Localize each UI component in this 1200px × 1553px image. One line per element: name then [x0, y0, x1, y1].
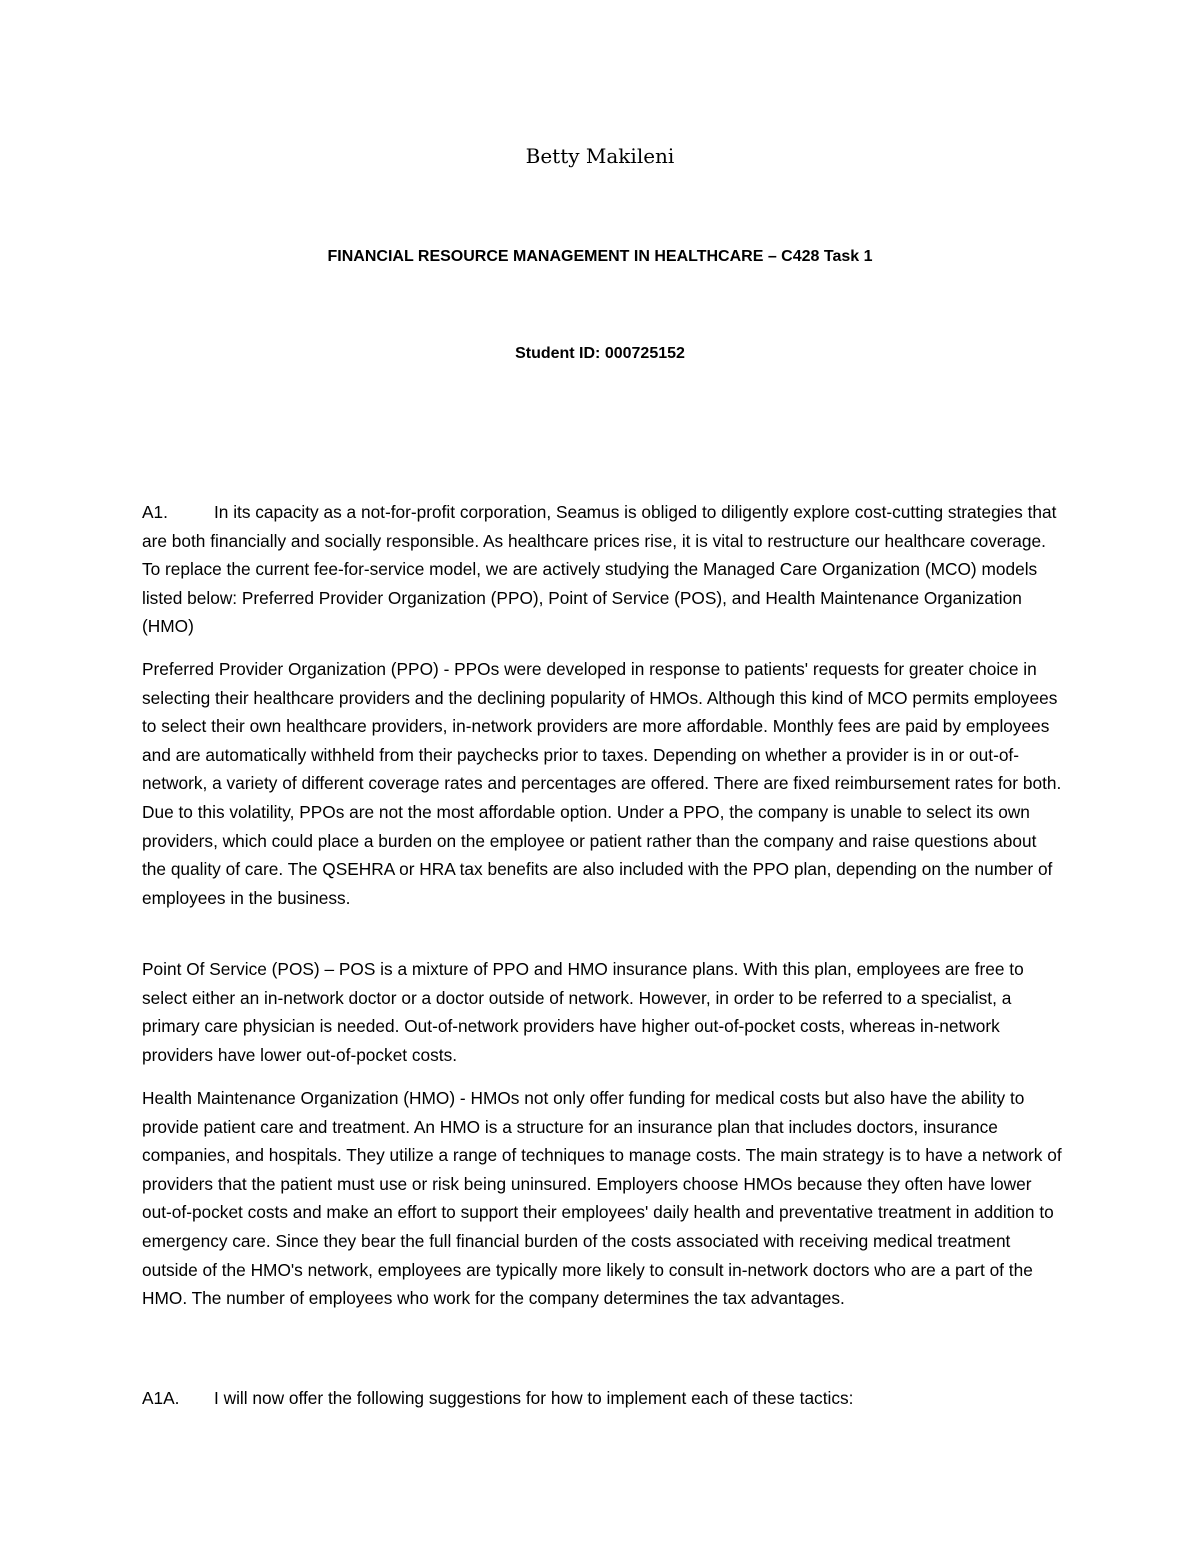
section-label-a1: A1.: [142, 502, 168, 522]
course-title: FINANCIAL RESOURCE MANAGEMENT IN HEALTHCARE – C428 Task 1: [327, 248, 873, 265]
paragraph-ppo: Preferred Provider Organization (PPO) - PPOs were developed in response to patients' requests for greater choice in selecting their healthcare providers and the declining popularity of HMOs. Although this kind of MCO permits employees to select their own healthcare providers, in-network providers are more affordable. Monthly fees are paid by employees and are automatically withheld from their paychecks prior to taxes. Depending on whether a provider is in or out-of-network, a variety of different coverage rates and percentages are offered. There are fixed reimbursement rates for both. Due to this volatility, PPOs are not the most affordable option. Under a PPO, the company is unable to select its own providers, which could place a burden on the employee or patient rather than the company and raise questions about the quality of care. The QSEHRA or HRA tax benefits are also included with the PPO plan, depending on the number of employees in the business.: [142, 659, 1062, 908]
section-label-a1a: A1A.: [142, 1388, 180, 1408]
paragraph-a1a: [142, 1384, 1062, 1413]
paragraph-a1a-text: I will now offer the following suggestions for how to implement each of these tactics:: [214, 1388, 854, 1408]
paragraph-hmo: Health Maintenance Organization (HMO) - HMOs not only offer funding for medical costs but also have the ability to provide patient care and treatment. An HMO is a structure for an insurance plan that includes doctors, insurance companies, and hospitals. They utilize a range of techniques to manage costs. The main strategy is to have a network of providers that the patient must use or risk being uninsured. Employers choose HMOs because they often have lower out-of-pocket costs and make an effort to support their employees' daily health and preventative treatment in addition to emergency care. Since they bear the full financial burden of the costs associated with receiving medical treatment outside of the HMO's network, employees are typically more likely to consult in-network doctors who are a part of the HMO. The number of employees who work for the company determines the tax advantages.: [142, 1088, 1062, 1309]
paragraph-pos: Point Of Service (POS) – POS is a mixture of PPO and HMO insurance plans. With this plan, employees are free to select either an in-network doctor or a doctor outside of network. However, in order to be referred to a specialist, a primary care physician is needed. Out-of-network providers have higher out-of-pocket costs, whereas in-network providers have lower out-of-pocket costs.: [142, 959, 1024, 1065]
student-id: Student ID: 000725152: [515, 345, 685, 362]
author-name: Betty Makileni: [525, 144, 675, 168]
paragraph-a1-text: In its capacity as a not-for-profit corporation, Seamus is obliged to diligently explore cost-cutting strategies that are both financially and socially responsible. As healthcare prices rise, it is vital to restructure our healthcare coverage. To replace the current fee-for-service model, we are actively studying the Managed Care Organization (MCO) models listed below: Preferred Provider Organization (PPO), Point of Service (POS), and Health Maintenance Organization (HMO): [142, 502, 1057, 637]
paragraph-a1: [142, 498, 1062, 641]
